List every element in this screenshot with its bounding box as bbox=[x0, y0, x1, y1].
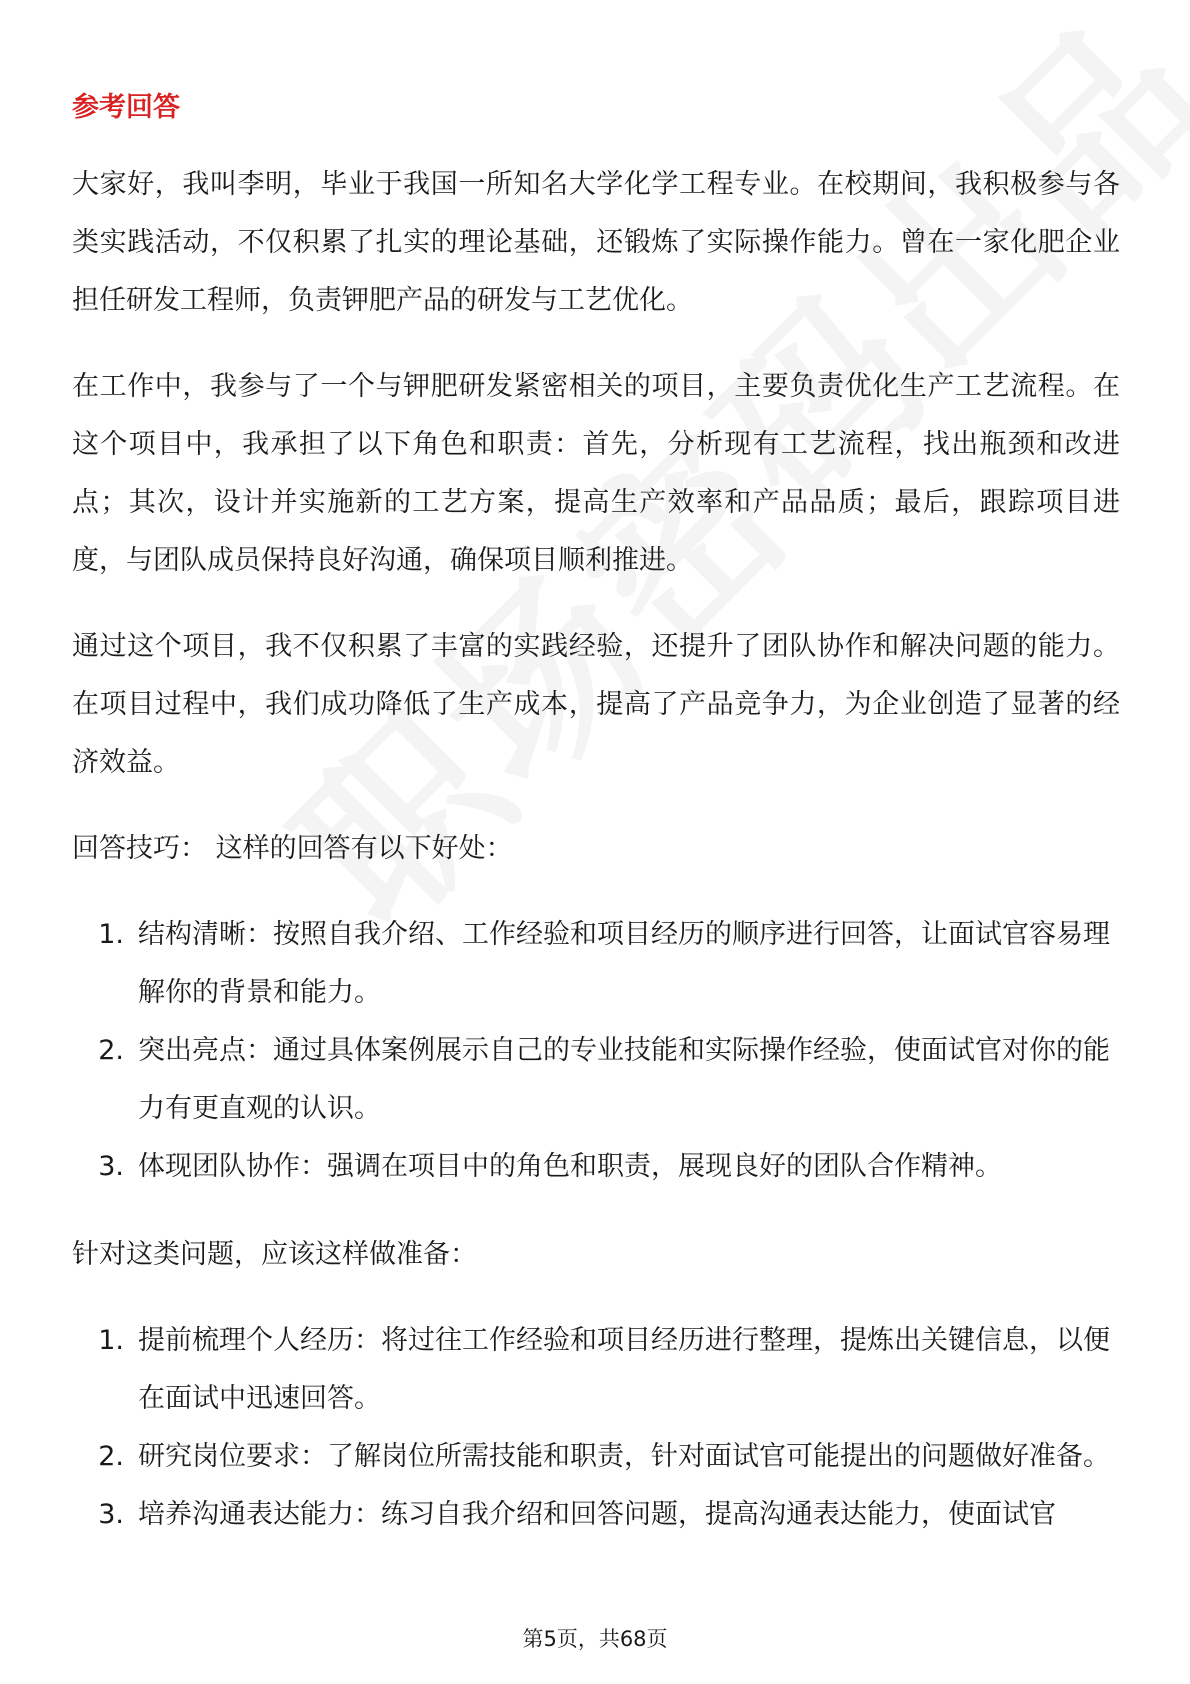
list-text: 提前梳理个人经历：将过往工作经验和项目经历进行整理，提炼出关键信息，以便在面试中迅速回答。 bbox=[138, 1325, 1110, 1414]
list-text: 结构清晰：按照自我介绍、工作经验和项目经历的顺序进行回答，让面试官容易理解你的背景和能力。 bbox=[138, 919, 1110, 1008]
list-item bbox=[72, 1486, 1120, 1544]
page-content bbox=[72, 88, 1120, 1574]
list-item bbox=[72, 906, 1120, 1022]
paragraph-intro: 大家好，我叫李明，毕业于我国一所知名大学化学工程专业。在校期间，我积极参与各类实践活动，不仅积累了扎实的理论基础，还锻炼了实际操作能力。曾在一家化肥企业担任研发工程师，负责钾肥产品的研发与工艺优化。 bbox=[72, 169, 1120, 316]
list-item bbox=[72, 1312, 1120, 1428]
list-number: 2. bbox=[98, 1441, 124, 1472]
list-text: 研究岗位要求：了解岗位所需技能和职责，针对面试官可能提出的问题做好准备。 bbox=[138, 1441, 1110, 1472]
list-item bbox=[72, 1138, 1120, 1196]
list-number: 1. bbox=[98, 1325, 124, 1356]
list-number: 3. bbox=[98, 1151, 124, 1182]
list-item bbox=[72, 1428, 1120, 1486]
paragraph-result: 通过这个项目，我不仅积累了丰富的实践经验，还提升了团队协作和解决问题的能力。在项目过程中，我们成功降低了生产成本，提高了产品竞争力，为企业创造了显著的经济效益。 bbox=[72, 631, 1120, 778]
list-number: 2. bbox=[98, 1035, 124, 1066]
list-text: 培养沟通表达能力：练习自我介绍和回答问题，提高沟通表达能力，使面试官 bbox=[138, 1499, 1056, 1530]
list-item bbox=[72, 1022, 1120, 1138]
list-number: 3. bbox=[98, 1499, 124, 1530]
list-number: 1. bbox=[98, 919, 124, 950]
section-title: 参考回答 bbox=[72, 92, 180, 123]
paragraph-project: 在工作中，我参与了一个与钾肥研发紧密相关的项目，主要负责优化生产工艺流程。在这个项目中，我承担了以下角色和职责：首先，分析现有工艺流程，找出瓶颈和改进点；其次，设计并实施新的工艺方案，提高生产效率和产品品质；最后，跟踪项目进度，与团队成员保持良好沟通，确保项目顺利推进。 bbox=[72, 371, 1120, 576]
tips-list bbox=[72, 906, 1120, 1196]
list-text: 突出亮点：通过具体案例展示自己的专业技能和实际操作经验，使面试官对你的能力有更直观的认识。 bbox=[138, 1035, 1110, 1124]
prep-list bbox=[72, 1312, 1120, 1544]
list-text: 体现团队协作：强调在项目中的角色和职责，展现良好的团队合作精神。 bbox=[138, 1151, 1002, 1182]
prep-heading: 针对这类问题，应该这样做准备： bbox=[72, 1239, 477, 1270]
tips-heading: 回答技巧： 这样的回答有以下好处： bbox=[72, 833, 513, 864]
page-number-footer: 第5页，共68页 bbox=[522, 1627, 668, 1651]
